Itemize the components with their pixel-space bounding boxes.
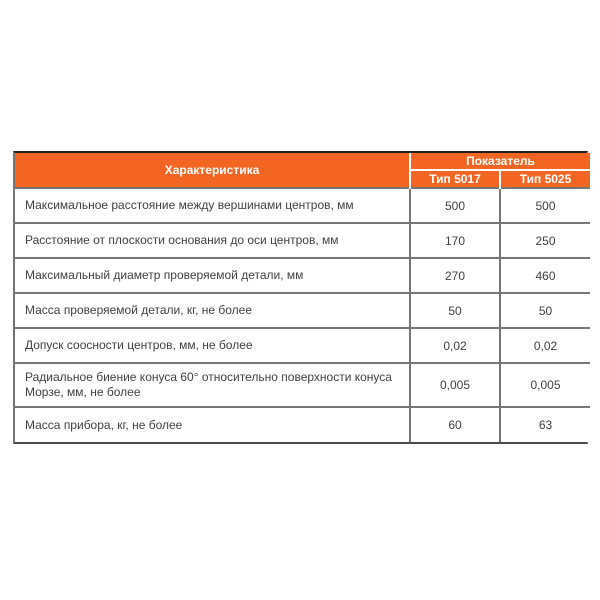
row-value-5017: 170	[410, 223, 500, 258]
row-value-5017: 500	[410, 188, 500, 223]
row-value-5025: 0,005	[500, 363, 590, 407]
spec-table-header	[15, 153, 590, 188]
column-header-type-5025: Тип 5025	[500, 170, 590, 188]
row-label: Радиальное биение конуса 60° относительно поверхности конуса Морзе, мм, не более	[15, 363, 410, 407]
row-label: Максимальное расстояние между вершинами центров, мм	[15, 188, 410, 223]
column-header-indicator-group: Показатель	[410, 153, 590, 170]
table-row	[15, 407, 590, 442]
row-value-5025: 460	[500, 258, 590, 293]
row-label: Масса проверяемой детали, кг, не более	[15, 293, 410, 328]
row-label: Расстояние от плоскости основания до оси центров, мм	[15, 223, 410, 258]
row-value-5017: 50	[410, 293, 500, 328]
row-label: Максимальный диаметр проверяемой детали, мм	[15, 258, 410, 293]
row-value-5025: 63	[500, 407, 590, 442]
row-value-5025: 500	[500, 188, 590, 223]
row-value-5017: 0,02	[410, 328, 500, 363]
row-value-5025: 0,02	[500, 328, 590, 363]
row-value-5017: 0,005	[410, 363, 500, 407]
row-label: Масса прибора, кг, не более	[15, 407, 410, 442]
table-row	[15, 328, 590, 363]
spec-table-frame	[13, 151, 588, 444]
table-row	[15, 188, 590, 223]
table-row	[15, 363, 590, 407]
table-row	[15, 223, 590, 258]
row-label: Допуск соосности центров, мм, не более	[15, 328, 410, 363]
table-row	[15, 293, 590, 328]
row-value-5017: 270	[410, 258, 500, 293]
spec-table	[15, 153, 590, 442]
table-row	[15, 258, 590, 293]
row-value-5017: 60	[410, 407, 500, 442]
column-header-type-5017: Тип 5017	[410, 170, 500, 188]
column-header-characteristic: Характеристика	[15, 153, 410, 188]
row-value-5025: 50	[500, 293, 590, 328]
row-value-5025: 250	[500, 223, 590, 258]
header-row-top	[15, 153, 590, 170]
spec-table-body	[15, 188, 590, 442]
